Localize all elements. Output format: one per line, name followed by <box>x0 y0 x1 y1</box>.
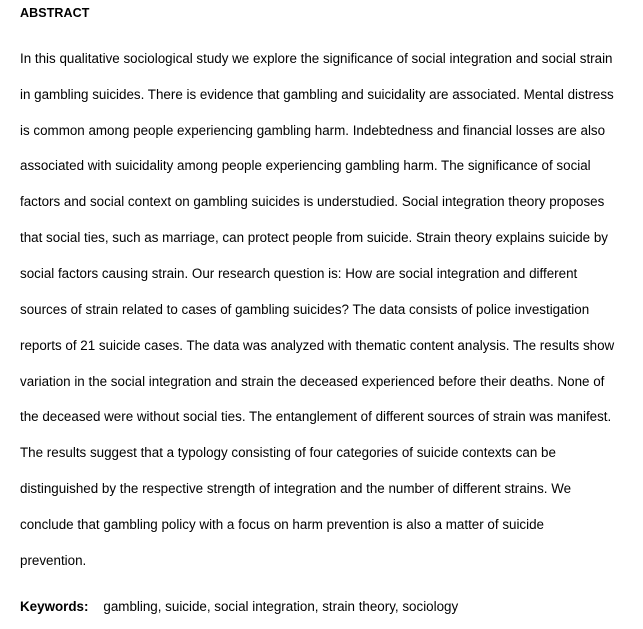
abstract-line: The results suggest that a typology consisting of four categories of suicide contexts can be <box>20 445 556 460</box>
keywords-label: Keywords: <box>20 599 89 614</box>
abstract-heading: ABSTRACT <box>20 6 90 20</box>
abstract-line: the deceased were without social ties. The entanglement of different sources of strain was manifest. <box>20 409 612 424</box>
abstract-line: sources of strain related to cases of gambling suicides? The data consists of police investigation <box>20 302 590 317</box>
abstract-line: that social ties, such as marriage, can protect people from suicide. Strain theory explains suicide by <box>20 230 608 245</box>
abstract-line: In this qualitative sociological study we explore the significance of social integration and social strain <box>20 51 613 66</box>
abstract-line: distinguished by the respective strength of integration and the number of different strains. We <box>20 481 572 496</box>
keywords-value: gambling, suicide, social integration, strain theory, sociology <box>103 599 459 614</box>
abstract-line: in gambling suicides. There is evidence that gambling and suicidality are associated. Mental distress <box>20 87 614 102</box>
abstract-line: variation in the social integration and strain the deceased experienced before their deaths. None of <box>20 374 605 389</box>
keywords-spacer <box>92 599 99 614</box>
keywords-line <box>20 598 458 616</box>
abstract-line: reports of 21 suicide cases. The data was analyzed with thematic content analysis. The results show <box>20 338 615 353</box>
abstract-line: prevention. <box>20 553 87 568</box>
abstract-line: associated with suicidality among people experiencing gambling harm. The significance of social <box>20 158 591 173</box>
abstract-line: social factors causing strain. Our research question is: How are social integration and different <box>20 266 578 281</box>
abstract-line: factors and social context on gambling suicides is understudied. Social integration theory proposes <box>20 194 605 209</box>
abstract-line: is common among people experiencing gambling harm. Indebtedness and financial losses are also <box>20 123 606 138</box>
abstract-line: conclude that gambling policy with a focus on harm prevention is also a matter of suicide <box>20 517 545 532</box>
